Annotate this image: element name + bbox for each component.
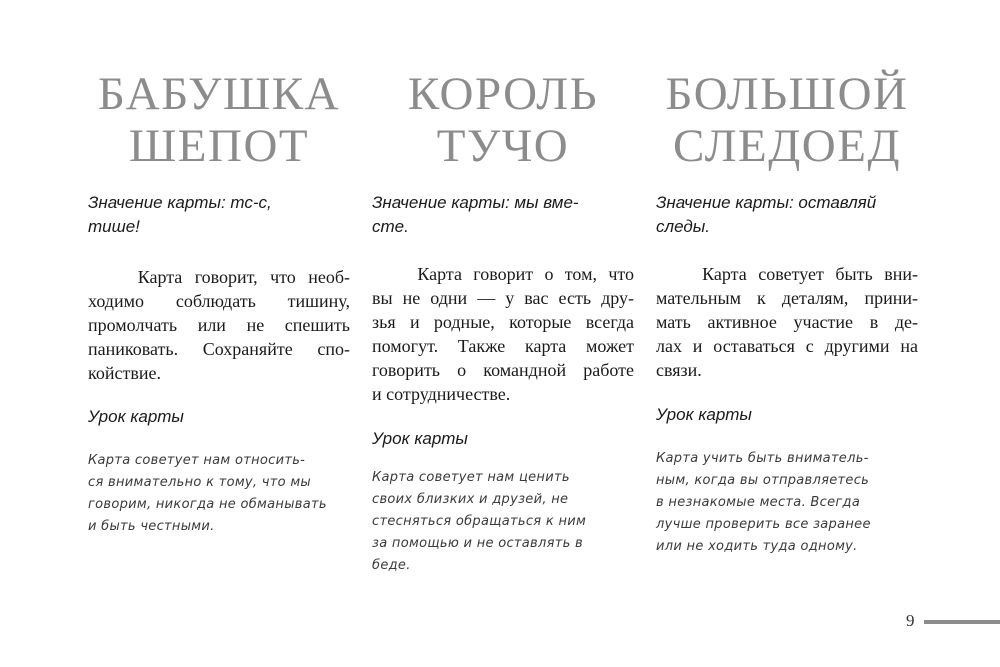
- card-description: Карта говорит о том, что вы не одни — у вас есть дру- зья и родные, которые всегда помогут. Также карта может говорить о командной работе и сотрудничестве.: [372, 264, 634, 404]
- lesson-handwritten-text: Карта учить быть вниматель- ным, когда вы отправляетесь в незнакомые места. Всегда лучше проверить все заранее или не ходить туда одному.: [656, 451, 871, 554]
- lesson-heading: Урок карты: [372, 429, 468, 448]
- card-meaning: Значение карты: тс-с, тише!: [88, 193, 272, 236]
- page-number: 9: [906, 611, 915, 630]
- card-title: КОРОЛЬ ТУЧО: [407, 68, 599, 172]
- card-description: Карта советует быть вни- мательным к деталям, прини- мать активное участие в де- лах и оставаться с другими на связи.: [656, 264, 918, 380]
- lesson-handwritten-text: Карта советует нам относить- ся внимательно к тому, что мы говорим, никогда не обманывать и быть честными.: [88, 453, 327, 534]
- lesson-handwritten-text: Карта советует нам ценить своих близких и друзей, не стесняться обращаться к ним за помощью и не оставлять в беде.: [372, 470, 587, 573]
- card-meaning: Значение карты: оставляй следы.: [656, 193, 877, 236]
- lesson-heading: Урок карты: [88, 407, 184, 426]
- card-description: Карта говорит, что необ- ходимо соблюдать тишину, промолчать или не спешить паниковать. Сохраняйте спо- койствие.: [88, 267, 350, 383]
- lesson-heading: Урок карты: [656, 405, 752, 424]
- card-title: БОЛЬШОЙ СЛЕДОЕД: [665, 68, 909, 172]
- card-meaning: Значение карты: мы вме- сте.: [372, 193, 579, 236]
- card-title: БАБУШКА ШЕПОТ: [97, 68, 341, 172]
- page-number-bar: [924, 620, 1000, 624]
